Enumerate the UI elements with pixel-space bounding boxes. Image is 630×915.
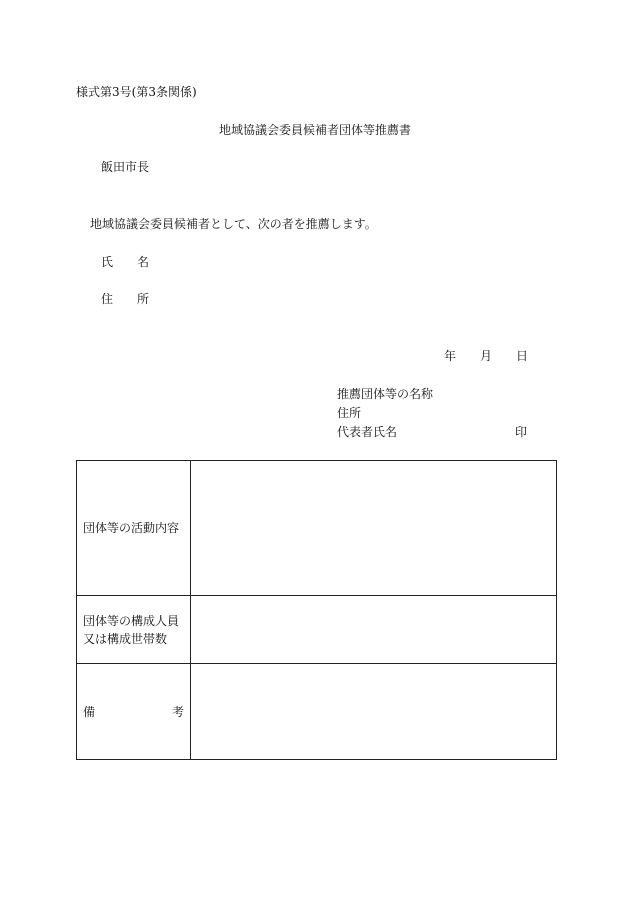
remarks-label-cell — [77, 664, 191, 760]
activity-value-cell[interactable] — [191, 461, 557, 596]
candidate-address-label-2: 所 — [137, 292, 150, 306]
activity-label: 団体等の活動内容 — [83, 521, 180, 535]
recommender-address-label: 住所 — [337, 406, 362, 420]
document-title: 地域協議会委員候補者団体等推薦書 — [218, 123, 411, 137]
recommender-representative-label: 代表者氏名 — [337, 425, 398, 439]
table-row-remarks — [77, 664, 557, 760]
members-label-line1: 団体等の構成人員 — [83, 613, 180, 628]
form-number: 様式第3号(第3条関係) — [76, 85, 197, 99]
remarks-label-1: 備 — [83, 704, 96, 719]
seal-label: 印 — [515, 425, 528, 439]
activity-label-cell — [77, 461, 191, 596]
date-year-label: 年 — [444, 349, 457, 363]
recommender-org-name-label: 推薦団体等の名称 — [337, 387, 434, 401]
body-text: 地域協議会委員候補者として、次の者を推薦します。 — [90, 217, 377, 231]
members-value-cell[interactable] — [191, 596, 557, 664]
date-month-label: 月 — [480, 349, 493, 363]
candidate-name-label-1: 氏 — [101, 255, 114, 269]
details-table — [76, 460, 557, 760]
candidate-address-label-1: 住 — [101, 292, 114, 306]
remarks-label-2: 考 — [171, 704, 184, 719]
addressee: 飯田市長 — [101, 160, 150, 174]
date-day-label: 日 — [516, 349, 529, 363]
remarks-value-cell[interactable] — [191, 664, 557, 760]
members-label-cell — [77, 596, 191, 664]
table-row-members — [77, 596, 557, 664]
members-label-line2: 又は構成世帯数 — [83, 631, 168, 646]
table-row-activity — [77, 461, 557, 596]
candidate-name-label-2: 名 — [137, 255, 150, 269]
